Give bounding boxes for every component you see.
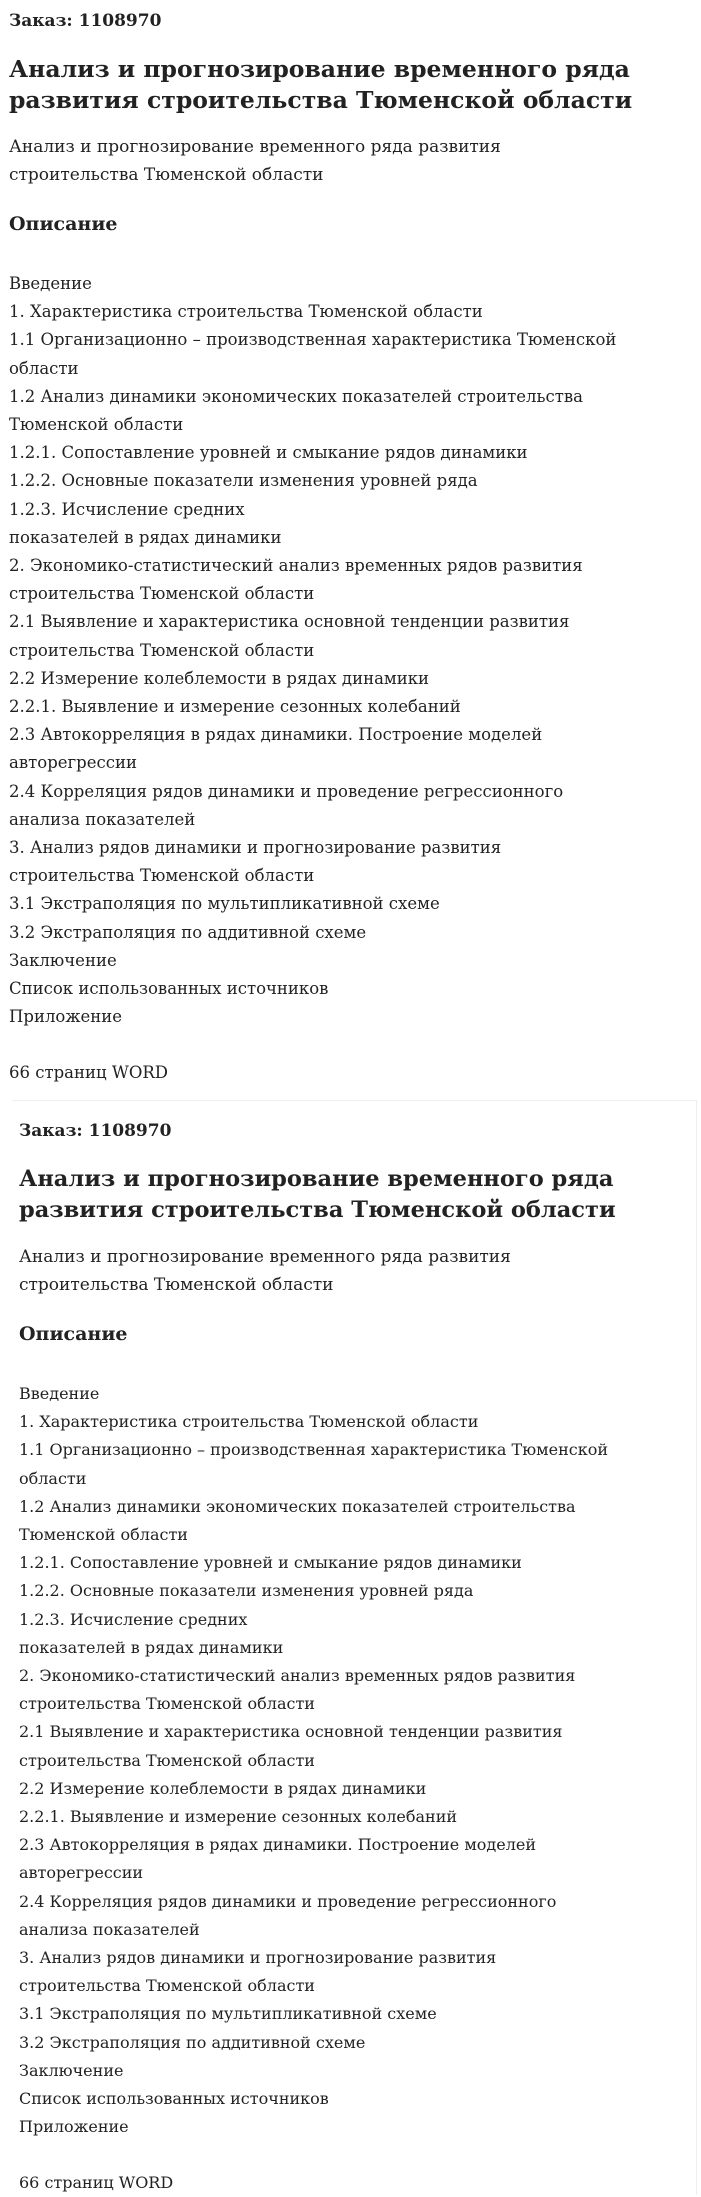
toc-line: авторегрессии — [9, 753, 137, 773]
toc-line: 2.4 Корреляция рядов динамики и проведение регрессионного — [19, 1891, 557, 1911]
order-card-2 — [0, 1110, 701, 2195]
toc-line: 1.2 Анализ динамики экономических показателей строительства — [19, 1496, 576, 1516]
toc-line: 1.2.1. Сопоставление уровней и смыкание рядов динамики — [19, 1553, 522, 1573]
subtitle-line: строительства Тюменской области — [9, 165, 324, 185]
order-title: Анализ и прогнозирование временного ряда развития строительства Тюменской области — [9, 55, 633, 114]
order-number: Заказ: 1108970 — [9, 11, 162, 31]
toc-line: строительства Тюменской области — [9, 640, 315, 660]
toc-line: 2.1 Выявление и характеристика основной тенденции развития — [19, 1722, 563, 1742]
order-title: Анализ и прогнозирование временного ряда развития строительства Тюменской области — [19, 1166, 616, 1223]
page-count: 66 страниц WORD — [19, 2173, 174, 2193]
toc-line: 2.4 Корреляция рядов динамики и проведение регрессионного — [9, 781, 564, 801]
toc-line: 3. Анализ рядов динамики и прогнозирование развития — [19, 1948, 497, 1968]
toc-line: Приложение — [19, 2117, 129, 2137]
table-of-contents — [19, 1380, 692, 2141]
order-subtitle — [19, 1243, 692, 1299]
order-subtitle — [9, 133, 692, 189]
page-count: 66 страниц WORD — [9, 1063, 168, 1083]
subtitle-line: строительства Тюменской области — [19, 1275, 334, 1295]
toc-line: 1.2.2. Основные показатели изменения уровней ряда — [19, 1581, 474, 1601]
table-of-contents — [9, 270, 692, 1031]
toc-line: строительства Тюменской области — [19, 1976, 315, 1996]
toc-line: Список использованных источников — [19, 2089, 329, 2109]
toc-line: строительства Тюменской области — [9, 584, 315, 604]
toc-line: Заключение — [19, 2060, 124, 2080]
toc-line: 1.1 Организационно – производственная характеристика Тюменской — [9, 330, 617, 350]
card-divider — [12, 1100, 696, 1101]
toc-line: Приложение — [9, 1007, 123, 1027]
toc-line: области — [9, 358, 79, 378]
toc-line: 3.2 Экстраполяция по аддитивной схеме — [19, 2032, 366, 2052]
order-number: Заказ: 1108970 — [19, 1121, 172, 1141]
description-heading: Описание — [19, 1323, 128, 1345]
toc-line: 3. Анализ рядов динамики и прогнозирование развития — [9, 838, 502, 858]
toc-line: строительства Тюменской области — [19, 1694, 315, 1714]
toc-line: 1.2 Анализ динамики экономических показателей строительства — [9, 386, 583, 406]
subtitle-line: Анализ и прогнозирование временного ряда развития — [9, 137, 501, 157]
toc-line: 2.2 Измерение колеблемости в рядах динамики — [9, 668, 430, 688]
toc-line: строительства Тюменской области — [19, 1750, 315, 1770]
toc-line: Введение — [9, 274, 92, 293]
toc-line: строительства Тюменской области — [9, 866, 315, 886]
toc-line: 1.2.1. Сопоставление уровней и смыкание рядов динамики — [9, 443, 528, 463]
toc-line: 1. Характеристика строительства Тюменской области — [9, 302, 483, 322]
toc-line: показателей в рядах динамики — [9, 527, 282, 547]
toc-line: 2.1 Выявление и характеристика основной тенденции развития — [9, 612, 570, 632]
subtitle-line: Анализ и прогнозирование временного ряда развития — [19, 1247, 511, 1267]
toc-line: 1.2.2. Основные показатели изменения уровней ряда — [9, 471, 478, 491]
toc-line: 2.3 Автокорреляция в рядах динамики. Построение моделей — [9, 725, 543, 745]
toc-line: области — [19, 1468, 87, 1488]
toc-line: показателей в рядах динамики — [19, 1637, 284, 1657]
toc-line: 3.1 Экстраполяция по мультипликативной схеме — [9, 894, 440, 914]
toc-line: 2.3 Автокорреляция в рядах динамики. Построение моделей — [19, 1835, 537, 1855]
toc-line: Заключение — [9, 950, 117, 970]
toc-line: Список использованных источников — [9, 979, 329, 999]
toc-line: 1.2.3. Исчисление средних — [19, 1609, 248, 1629]
description-heading: Описание — [9, 213, 118, 235]
toc-line: Введение — [19, 1384, 100, 1403]
toc-line: 2. Экономико-статистический анализ временных рядов развития — [19, 1666, 576, 1686]
toc-line: 3.2 Экстраполяция по аддитивной схеме — [9, 922, 367, 942]
toc-line: 3.1 Экстраполяция по мультипликативной схеме — [19, 2004, 437, 2024]
toc-line: 1. Характеристика строительства Тюменской области — [19, 1412, 479, 1432]
toc-line: 1.1 Организационно – производственная характеристика Тюменской — [19, 1440, 608, 1460]
toc-line: 2. Экономико-статистический анализ временных рядов развития — [9, 556, 583, 576]
toc-line: анализа показателей — [19, 1919, 200, 1939]
toc-line: 2.2 Измерение колеблемости в рядах динамики — [19, 1778, 427, 1798]
toc-line: Тюменской области — [9, 415, 184, 435]
toc-line: 2.2.1. Выявление и измерение сезонных колебаний — [19, 1807, 458, 1827]
toc-line: авторегрессии — [19, 1863, 144, 1883]
toc-line: Тюменской области — [19, 1525, 188, 1545]
toc-line: анализа показателей — [9, 809, 196, 829]
toc-line: 1.2.3. Исчисление средних — [9, 499, 245, 519]
toc-line: 2.2.1. Выявление и измерение сезонных колебаний — [9, 697, 461, 717]
